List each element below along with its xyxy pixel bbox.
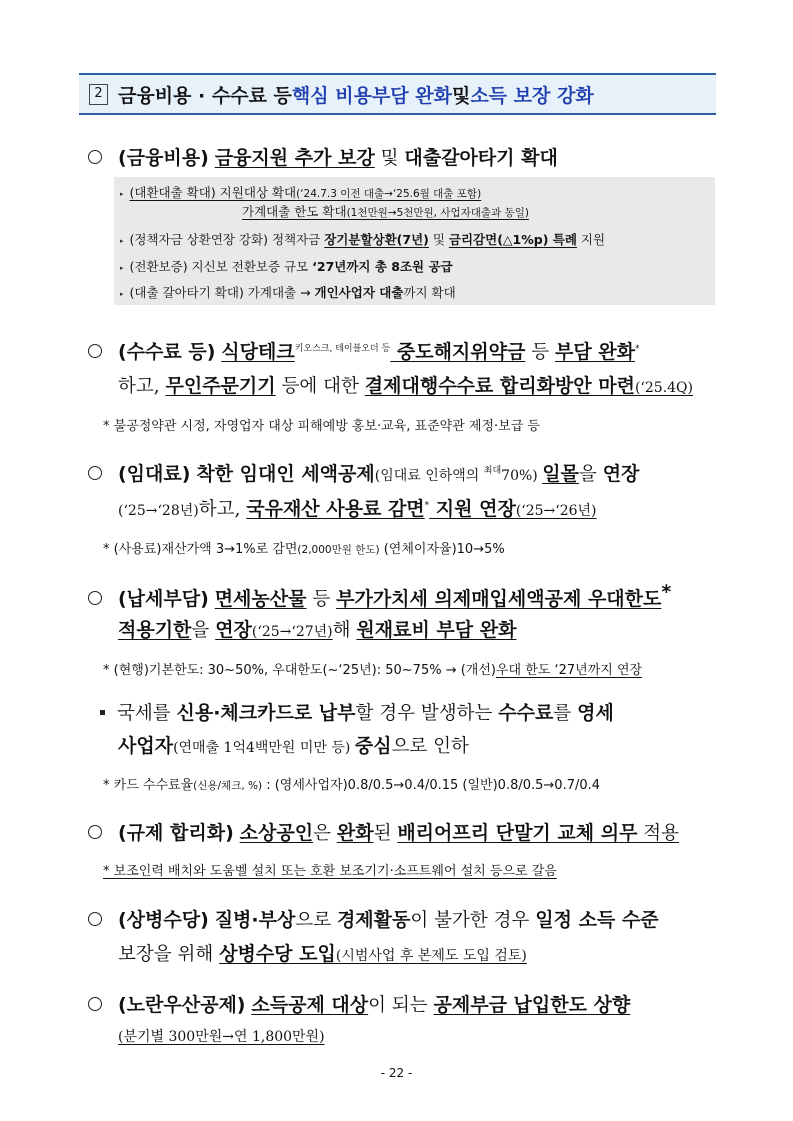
item-text: 완화: [336, 822, 374, 844]
item-text: 연장: [602, 463, 640, 485]
item-text: 결제대행수수료 합리화방안 마련: [364, 375, 635, 397]
detail-text: ‘27년까지 총 8조원 공급: [312, 259, 453, 274]
item-head: (임대료): [118, 463, 191, 485]
detail-text: 장기분할상환(7년): [324, 232, 429, 247]
item-text: 으로 인하: [391, 736, 469, 757]
triangle-bullet-icon: ▸: [120, 289, 124, 298]
circle-bullet-icon: [88, 466, 102, 480]
circle-bullet-icon: [88, 150, 102, 164]
title-text-blue-1: 핵심 비용부담 완화: [291, 84, 452, 107]
item-text: 적용기한: [118, 619, 192, 641]
section-number: 2: [89, 84, 108, 105]
title-text-mid: 및: [451, 84, 471, 107]
item-fees-line2: [118, 371, 693, 398]
item-head: (노란우산공제): [118, 994, 246, 1016]
item-text: 영세: [577, 702, 614, 724]
item-head: (수수료 등): [118, 341, 216, 363]
item-head: (규제 합리화): [118, 822, 234, 844]
item-text: 식당테크: [221, 341, 295, 363]
item-text: 은: [313, 823, 337, 844]
footnote: [103, 774, 600, 793]
item-text: (‘25.4Q): [634, 380, 693, 396]
circle-bullet-icon: [88, 344, 102, 358]
detail-text: (대환대출 확대) 지원대상 확대: [129, 185, 297, 200]
item-text: 금융지원 추가 보강: [214, 147, 375, 169]
title-text-black: 금융비용 · 수수료 등: [118, 84, 292, 107]
footnote-mark: *: [661, 581, 672, 603]
item-text: 중도해지위약금: [390, 341, 526, 363]
detail-text: 지원: [576, 232, 606, 247]
item-text: 등: [306, 589, 337, 611]
item-text: 무인주문기기: [165, 375, 276, 397]
item-text: 소상공인: [239, 822, 314, 844]
triangle-bullet-icon: ▸: [120, 236, 124, 245]
detail-text: (대출 갈아타기 확대) 가계대출 →: [129, 285, 315, 300]
detail-text: 개인사업자 대출: [314, 285, 404, 300]
footnote-text: 우대 한도 ‘27년까지 연장: [496, 663, 643, 678]
triangle-bullet-icon: ▸: [120, 189, 124, 198]
item-text: 배리어프리 단말기 교체 의무: [397, 822, 638, 844]
item-text: 보장을 위해: [118, 944, 220, 965]
footnote: * 불공정약관 시정, 자영업자 대상 피해예방 홍보·교육, 표준약관 제정·보급 등: [103, 419, 540, 434]
detail-text: (‘24.7.3 이전 대출→‘25.6월 대출 포함): [296, 188, 482, 200]
detail-row: [120, 283, 456, 301]
circle-bullet-icon: [88, 591, 102, 605]
item-text: 국유재산 사용료 감면: [246, 498, 425, 520]
footnote-text: * (사용료)재산가액 3→1%로 감면: [103, 542, 298, 557]
detail-text: (정책자금 상환연장 강화) 정책자금: [129, 232, 325, 247]
circle-bullet-icon: [88, 912, 102, 926]
item-text: 이 불가한 경우: [410, 910, 536, 931]
item-text: 국세를: [117, 703, 177, 724]
item-text: 이 되는: [368, 995, 434, 1016]
footnote-mark: *: [424, 500, 430, 511]
item-rent: [88, 459, 639, 486]
item-text: 경제활동: [336, 909, 411, 931]
item-text: 할 경우 발생하는: [355, 703, 499, 724]
detail-text: (전환보증) 지신보 전환보증 규모: [129, 259, 313, 274]
item-text: 을: [578, 464, 603, 485]
item-text: 중심: [354, 735, 392, 757]
item-fees: [88, 337, 640, 364]
footnote: * 보조인력 배치와 도움벨 설치 또는 호환 보조기기·소프트웨어 설치 등으로 갈음: [103, 864, 557, 879]
item-rent-line2: [118, 494, 597, 521]
item-text: 일몰: [542, 463, 579, 485]
page-number: - 22 -: [380, 1066, 413, 1080]
item-head: (납세부담): [118, 588, 209, 611]
footnote-text: (2,000만원 한도): [297, 544, 380, 556]
item-text: 및: [374, 148, 405, 169]
item-text: (‘25→‘27년): [251, 624, 333, 640]
item-text: 질병·부상: [214, 909, 296, 931]
section-title-box: [79, 73, 716, 115]
item-text: 공제부금 납입한도 상향: [433, 994, 631, 1016]
detail-text: 까지 확대: [403, 285, 456, 300]
footnote-text: * (현행)기본한도: 30~50%, 우대한도(~‘25년): 50~75% → (개선): [103, 663, 496, 678]
item-sickness-benefit-line2: [118, 939, 527, 966]
item-tax: [88, 581, 671, 611]
item-text: 을: [191, 620, 216, 641]
triangle-bullet-icon: ▸: [120, 263, 124, 272]
footnote: [103, 659, 642, 678]
item-head: (상병수당): [118, 909, 209, 931]
footnote-text: (연체이자율)10→5%: [379, 542, 505, 557]
footnote-text: * 카드 수수료율: [103, 778, 194, 793]
item-financial-cost: [88, 143, 558, 170]
item-text: 신용·체크카드로 납부: [176, 702, 356, 724]
detail-row: [120, 230, 605, 248]
detail-row: [242, 202, 529, 220]
footnote-mark: *: [635, 343, 640, 354]
item-text: (‘25→‘26년): [515, 503, 597, 519]
item-text: 등에 대한: [275, 376, 365, 397]
item-text: 사업자: [118, 735, 174, 757]
item-text: (임대료 인하액의: [374, 468, 484, 484]
item-text: 일정 소득 수준: [535, 909, 659, 931]
footnote: [103, 538, 505, 557]
item-text: 적용: [637, 823, 680, 844]
item-text: (‘25→‘28년): [118, 503, 199, 519]
item-tax-line2: [118, 615, 516, 642]
item-yellow-umbrella-line2: (분기별 300만원→연 1,800만원): [118, 1029, 325, 1045]
item-text: 원재료비 부담 완화: [356, 619, 517, 641]
item-text: 상병수당 도입: [219, 943, 336, 965]
item-text: 지원 연장: [429, 498, 516, 520]
item-text: 면세농산물: [214, 588, 307, 611]
item-text: 해: [332, 620, 357, 641]
item-sickness-benefit: [88, 905, 659, 932]
item-text: 대출갈아타기 확대: [404, 147, 558, 169]
item-text: 등: [525, 342, 555, 363]
item-superscript: 키오스크, 테이블오더 등: [294, 343, 391, 354]
detail-text: (1천만원→5천만원, 사업자대출과 동일): [346, 207, 529, 219]
item-head: (금융비용): [118, 147, 209, 169]
item-text: 착한 임대인 세액공제: [196, 463, 375, 485]
item-text: 부가가치세 의제매입세액공제 우대한도: [336, 588, 662, 611]
item-text: 소득공제 대상: [251, 994, 369, 1016]
footnote-text: : (영세사업자)0.8/0.5→0.4/0.15 (일반)0.8/0.5→0.7/0.4: [262, 778, 601, 793]
item-text: 수수료: [498, 702, 554, 724]
sub-item-card-fee-line2: [118, 731, 469, 758]
detail-text: 금리감면(△1%p) 특례: [448, 232, 577, 247]
detail-box: [114, 177, 715, 305]
item-text: 연장: [215, 619, 252, 641]
item-regulation: [88, 818, 679, 845]
item-text: 를: [553, 703, 578, 724]
detail-text: 및: [428, 232, 449, 247]
detail-row: [120, 183, 481, 201]
item-text: 70%): [501, 468, 543, 484]
circle-bullet-icon: [88, 825, 102, 839]
item-text: 하고,: [118, 376, 166, 397]
item-superscript: 최대: [483, 465, 502, 476]
item-text: (연매출 1억4백만원 미만 등): [173, 740, 355, 756]
title-text-blue-2: 소득 보장 강화: [470, 84, 594, 107]
sub-item-card-fee: [100, 698, 614, 725]
detail-text: 가계대출 한도 확대: [242, 204, 347, 219]
item-text: 된: [373, 823, 398, 844]
circle-bullet-icon: [88, 997, 102, 1011]
item-text: 하고,: [198, 499, 247, 520]
item-text: (시범사업 후 본제도 도입 검토): [335, 948, 527, 964]
square-bullet-icon: [100, 710, 105, 715]
item-text: 으로: [295, 910, 337, 931]
item-text: 부담 완화: [554, 341, 636, 363]
item-yellow-umbrella: [88, 990, 630, 1017]
footnote-text: (신용/체크, %): [193, 780, 263, 792]
detail-row: [120, 257, 453, 275]
